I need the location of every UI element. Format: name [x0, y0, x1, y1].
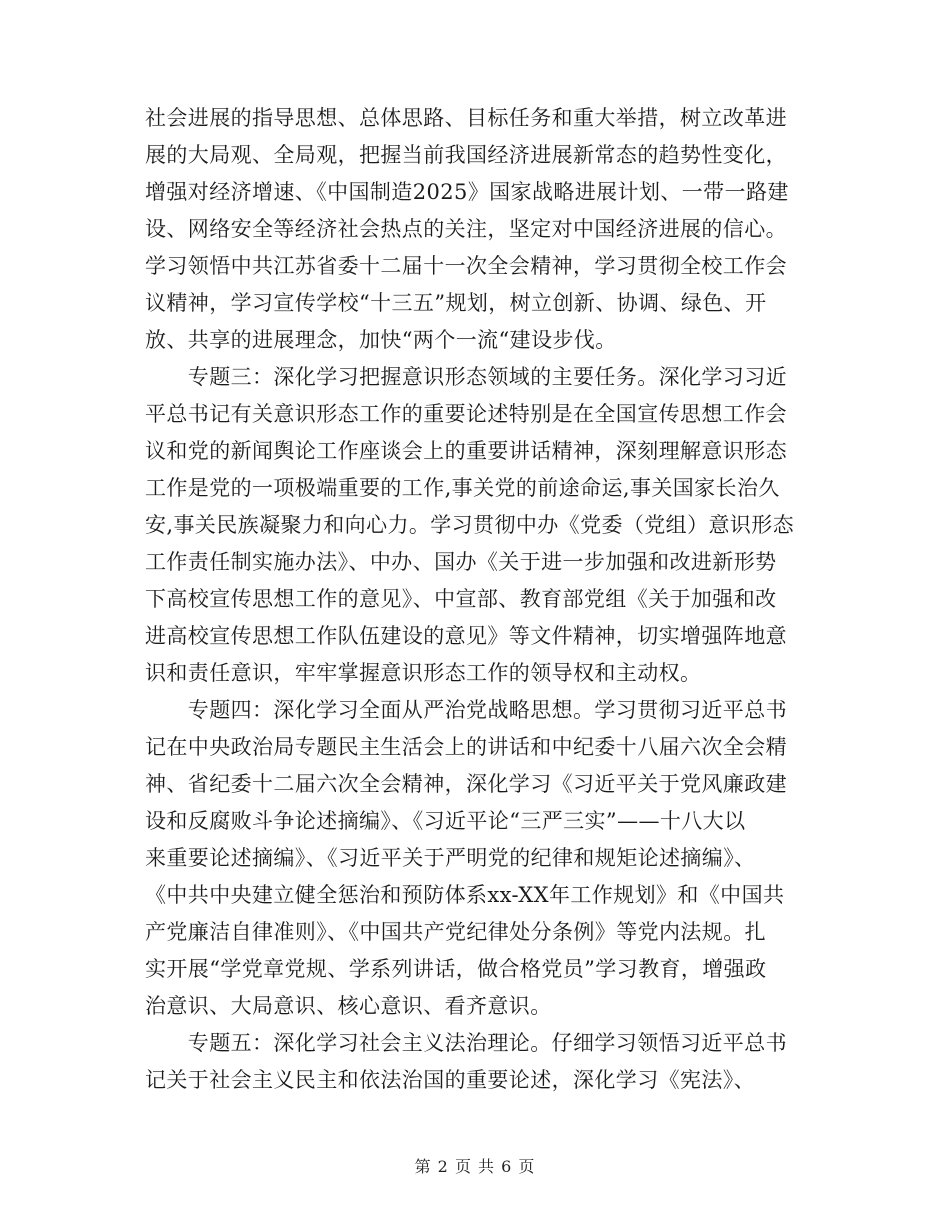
text-line: 下高校宣传思想工作的意见》、中宣部、教育部党组《关于加强和改: [145, 587, 777, 611]
text-line: 增强对经济增速、《中国制造2025》国家战略进展计划、一带一路建: [145, 180, 789, 204]
text-line: 放、共享的进展理念，加快“两个一流“建设步伐。: [145, 328, 617, 352]
text-line: 实开展“学党章党规、学系列讲话，做合格党员”学习教育，增强政: [145, 957, 767, 981]
text-line: 《中共中央建立健全惩治和预防体系xx-XX年工作规划》和《中国共: [145, 883, 785, 907]
text-line: 学习领悟中共江苏省委十二届十一次全会精神，学习贯彻全校工作会: [145, 254, 787, 278]
text-line: 议精神，学习宣传学校“十三五”规划，树立创新、协调、绿色、开: [145, 291, 767, 315]
page-number-footer: 第 2 页 共 6 页: [414, 1157, 536, 1176]
text-line: 专题三：深化学习把握意识形态领域的主要任务。深化学习习近: [145, 365, 787, 389]
text-line: 进高校宣传思想工作队伍建设的意见》等文件精神，切实增强阵地意: [145, 624, 787, 648]
text-line: 记在中央政治局专题民主生活会上的讲话和中纪委十八届六次全会精: [145, 735, 787, 759]
text-line: 社会进展的指导思想、总体思路、目标任务和重大举措，树立改革进: [145, 106, 787, 130]
text-line: 设、网络安全等经济社会热点的关注，坚定对中国经济进展的信心。: [145, 217, 787, 241]
text-line: 设和反腐败斗争论述摘编》、《习近平论“三严三实”——十八大以: [145, 809, 746, 833]
text-line: 记关于社会主义民主和依法治国的重要论述，深化学习《宪法》、: [145, 1068, 756, 1092]
text-line: 议和党的新闻舆论工作座谈会上的重要讲话精神，深刻理解意识形态: [145, 439, 787, 463]
text-line: 专题五：深化学习社会主义法治理论。仔细学习领悟习近平总书: [145, 1031, 787, 1055]
text-line: 平总书记有关意识形态工作的重要论述特别是在全国宣传思想工作会: [145, 402, 787, 426]
text-line: 产党廉洁自律准则》、《中国共产党纪律处分条例》等党内法规。扎: [145, 920, 766, 944]
text-line: 识和责任意识，牢牢掌握意识形态工作的领导权和主动权。: [145, 661, 702, 685]
text-line: 工作是党的一项极端重要的工作,事关党的前途命运,事关国家长治久: [145, 476, 780, 500]
text-line: 展的大局观、全局观，把握当前我国经济进展新常态的趋势性变化，: [145, 143, 787, 167]
body-text: [145, 100, 813, 1099]
text-line: 专题四：深化学习全面从严治党战略思想。学习贯彻习近平总书: [145, 698, 787, 722]
text-line: 治意识、大局意识、核心意识、看齐意识。: [145, 994, 552, 1018]
text-line: 工作责任制实施办法》、中办、国办《关于进一步加强和改进新形势: [145, 550, 777, 574]
text-line: 神、省纪委十二届六次全会精神，深化学习《习近平关于党风廉政建: [145, 772, 787, 796]
text-line: 来重要论述摘编》、《习近平关于严明党的纪律和规矩论述摘编》、: [145, 846, 756, 870]
text-line: 安,事关民族凝聚力和向心力。学习贯彻中办《党委（党组）意识形态: [145, 513, 795, 537]
